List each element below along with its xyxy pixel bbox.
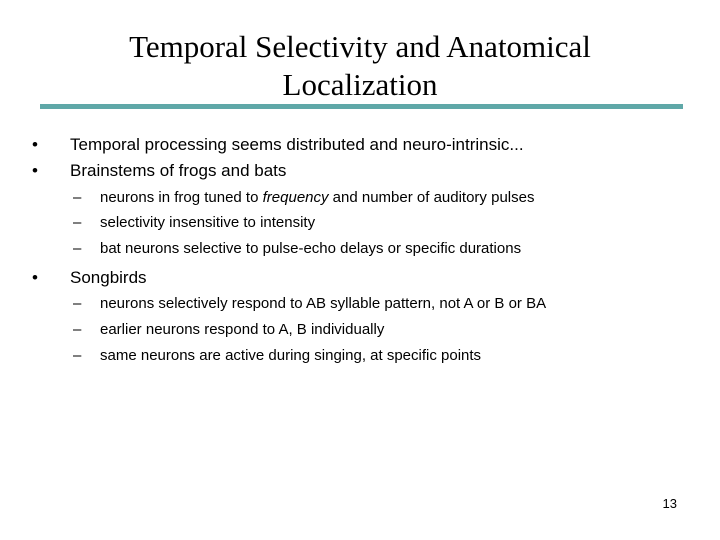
sub-item-bat-neurons — [73, 240, 521, 258]
sub-item-text: same neurons are active during singing, at specific points — [100, 347, 482, 364]
sub-bullet-mark: – — [73, 189, 82, 206]
bullet-text: Brainstems of frogs and bats — [70, 161, 287, 180]
sub-item-text: neurons selectively respond to AB syllable pattern, not A or B or BA — [100, 295, 547, 312]
sub-item-text: bat neurons selective to pulse-echo delays or specific durations — [100, 240, 522, 257]
sub-item-text: earlier neurons respond to A, B individually — [100, 321, 385, 338]
bullet-text: Songbirds — [70, 268, 147, 287]
slide-title-line-2: Localization — [282, 67, 438, 102]
sub-item-ab-pattern — [73, 295, 546, 313]
sub-bullet-mark: – — [73, 347, 82, 364]
slide-number: 13 — [662, 496, 677, 511]
sub-item-singing — [73, 347, 481, 365]
sub-bullet-mark: – — [73, 240, 82, 257]
bullet-text: Temporal processing seems distributed and neuro-intrinsic... — [70, 135, 524, 154]
sub-item-emphasis: frequency — [262, 189, 329, 206]
bullet-mark: • — [32, 135, 38, 154]
bullet-item-songbirds — [32, 268, 147, 288]
sub-item-intensity — [73, 214, 315, 232]
sub-item-text: selectivity insensitive to intensity — [100, 214, 316, 231]
sub-item-text-start: neurons in frog tuned to — [100, 189, 263, 206]
sub-item-text-end: and number of auditory pulses — [328, 189, 535, 206]
sub-bullet-mark: – — [73, 321, 82, 338]
sub-item-earlier-neurons — [73, 321, 384, 339]
bullet-mark: • — [32, 161, 38, 180]
bullet-item-brainstems — [32, 161, 286, 181]
bullet-item-temporal-processing — [32, 135, 524, 155]
slide-title-line-1: Temporal Selectivity and Anatomical — [129, 29, 591, 64]
sub-item-frog-neurons — [73, 189, 534, 207]
sub-bullet-mark: – — [73, 295, 82, 312]
sub-bullet-mark: – — [73, 214, 82, 231]
bullet-mark: • — [32, 268, 38, 287]
